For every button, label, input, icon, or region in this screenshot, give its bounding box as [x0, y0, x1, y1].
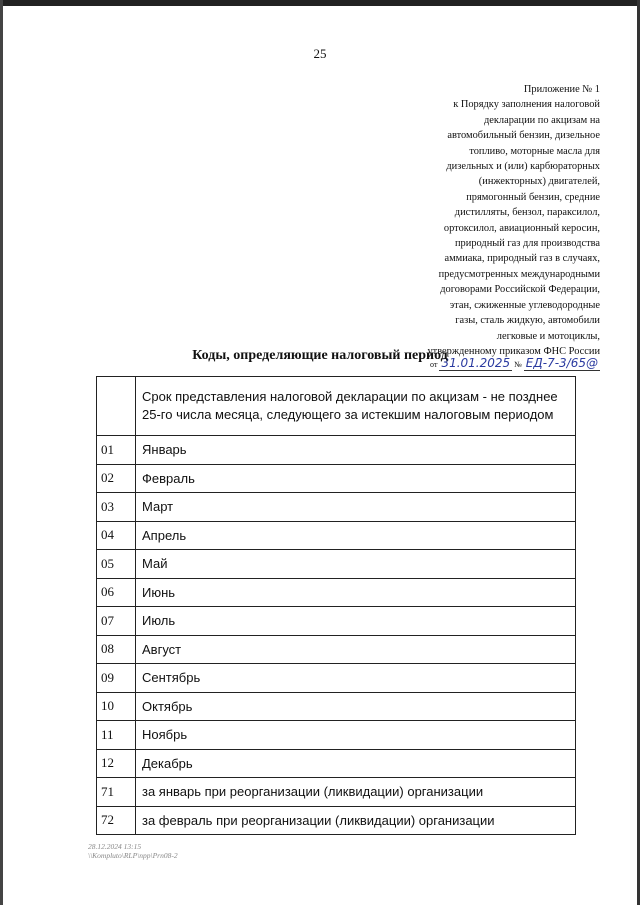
appendix-line: природный газ для производства [455, 238, 600, 250]
period-code: 04 [97, 521, 136, 550]
appendix-line: топливо, моторные масла для [469, 145, 600, 157]
print-stamp [88, 842, 178, 860]
period-code: 07 [97, 607, 136, 636]
appendix-line: к Порядку заполнения налоговой [453, 99, 600, 111]
order-number: ЕД-7-3/65@ [525, 356, 598, 371]
appendix-line: предусмотренных международными [438, 268, 600, 280]
order-date-prefix: от [430, 360, 438, 370]
period-name: Август [136, 635, 576, 664]
period-name: Ноябрь [136, 721, 576, 750]
period-name: Июль [136, 607, 576, 636]
period-code: 10 [97, 692, 136, 721]
table-row [97, 493, 576, 522]
period-name: Январь [136, 436, 576, 465]
period-code: 12 [97, 749, 136, 778]
table-row [97, 464, 576, 493]
period-code: 72 [97, 806, 136, 835]
table-row [97, 635, 576, 664]
table-row [97, 692, 576, 721]
table-row [97, 578, 576, 607]
appendix-line: ортоксилол, авиационный керосин, [443, 222, 600, 234]
appendix-line: декларации по акцизам на [483, 114, 600, 126]
appendix-line: аммиака, природный газ в случаях, [444, 253, 600, 265]
table-row [97, 806, 576, 835]
period-name: за январь при реорганизации (ликвидации) организации [136, 778, 576, 807]
table-header-row [97, 377, 576, 436]
appendix-line: (инжекторных) двигателей, [478, 176, 600, 188]
table-row [97, 436, 576, 465]
appendix-line: автомобильный бензин, дизельное [447, 130, 600, 142]
appendix-line: утвержденному приказом ФНС России [427, 345, 600, 357]
period-name: Апрель [136, 521, 576, 550]
period-name: Март [136, 493, 576, 522]
period-name: Июнь [136, 578, 576, 607]
period-code: 11 [97, 721, 136, 750]
order-number-prefix: № [514, 360, 522, 370]
appendix-header [270, 82, 600, 373]
order-date: 31.01.2025 [441, 356, 511, 371]
period-code: 02 [97, 464, 136, 493]
page-number: 25 [313, 46, 327, 61]
appendix-line: дистилляты, бензол, параксилол, [454, 207, 600, 219]
header-code-cell [97, 377, 136, 436]
appendix-line: договорами Российской Федерации, [440, 284, 600, 296]
header-description-cell: Срок представления налоговой декларации по акцизам - не позднее 25-го числа месяца, следующего за истекшим налоговым периодом [136, 377, 576, 436]
appendix-line: Приложение № 1 [523, 84, 600, 95]
appendix-line: легковые и мотоциклы, [496, 330, 600, 342]
period-code: 06 [97, 578, 136, 607]
appendix-line: дизельных и (или) карбюраторных [446, 161, 600, 173]
period-name: Февраль [136, 464, 576, 493]
period-name: Декабрь [136, 749, 576, 778]
period-code: 09 [97, 664, 136, 693]
print-path: \\Kompluto\RLP\npp\Prn08-2 [88, 851, 178, 860]
period-code: 01 [97, 436, 136, 465]
print-timestamp: 28.12.2024 13:15 [88, 842, 142, 851]
period-name: Октябрь [136, 692, 576, 721]
table-row [97, 721, 576, 750]
period-codes-table [96, 376, 576, 835]
period-code: 05 [97, 550, 136, 579]
document-title: Коды, определяющие налоговый период [192, 348, 448, 363]
table-row [97, 607, 576, 636]
table-row [97, 664, 576, 693]
appendix-line: этан, сжиженные углеводородные [449, 299, 600, 311]
period-name: Сентябрь [136, 664, 576, 693]
period-name: за февраль при реорганизации (ликвидации) организации [136, 806, 576, 835]
table-row [97, 778, 576, 807]
appendix-line: газы, сталь жидкую, автомобили [455, 315, 600, 327]
period-code: 03 [97, 493, 136, 522]
period-code: 71 [97, 778, 136, 807]
scan-edge-top [0, 0, 640, 6]
table-row [97, 521, 576, 550]
appendix-line: прямогонный бензин, средние [466, 191, 600, 203]
table-row [97, 550, 576, 579]
table-row [97, 749, 576, 778]
period-code: 08 [97, 635, 136, 664]
period-name: Май [136, 550, 576, 579]
scan-edge-left [0, 0, 3, 905]
